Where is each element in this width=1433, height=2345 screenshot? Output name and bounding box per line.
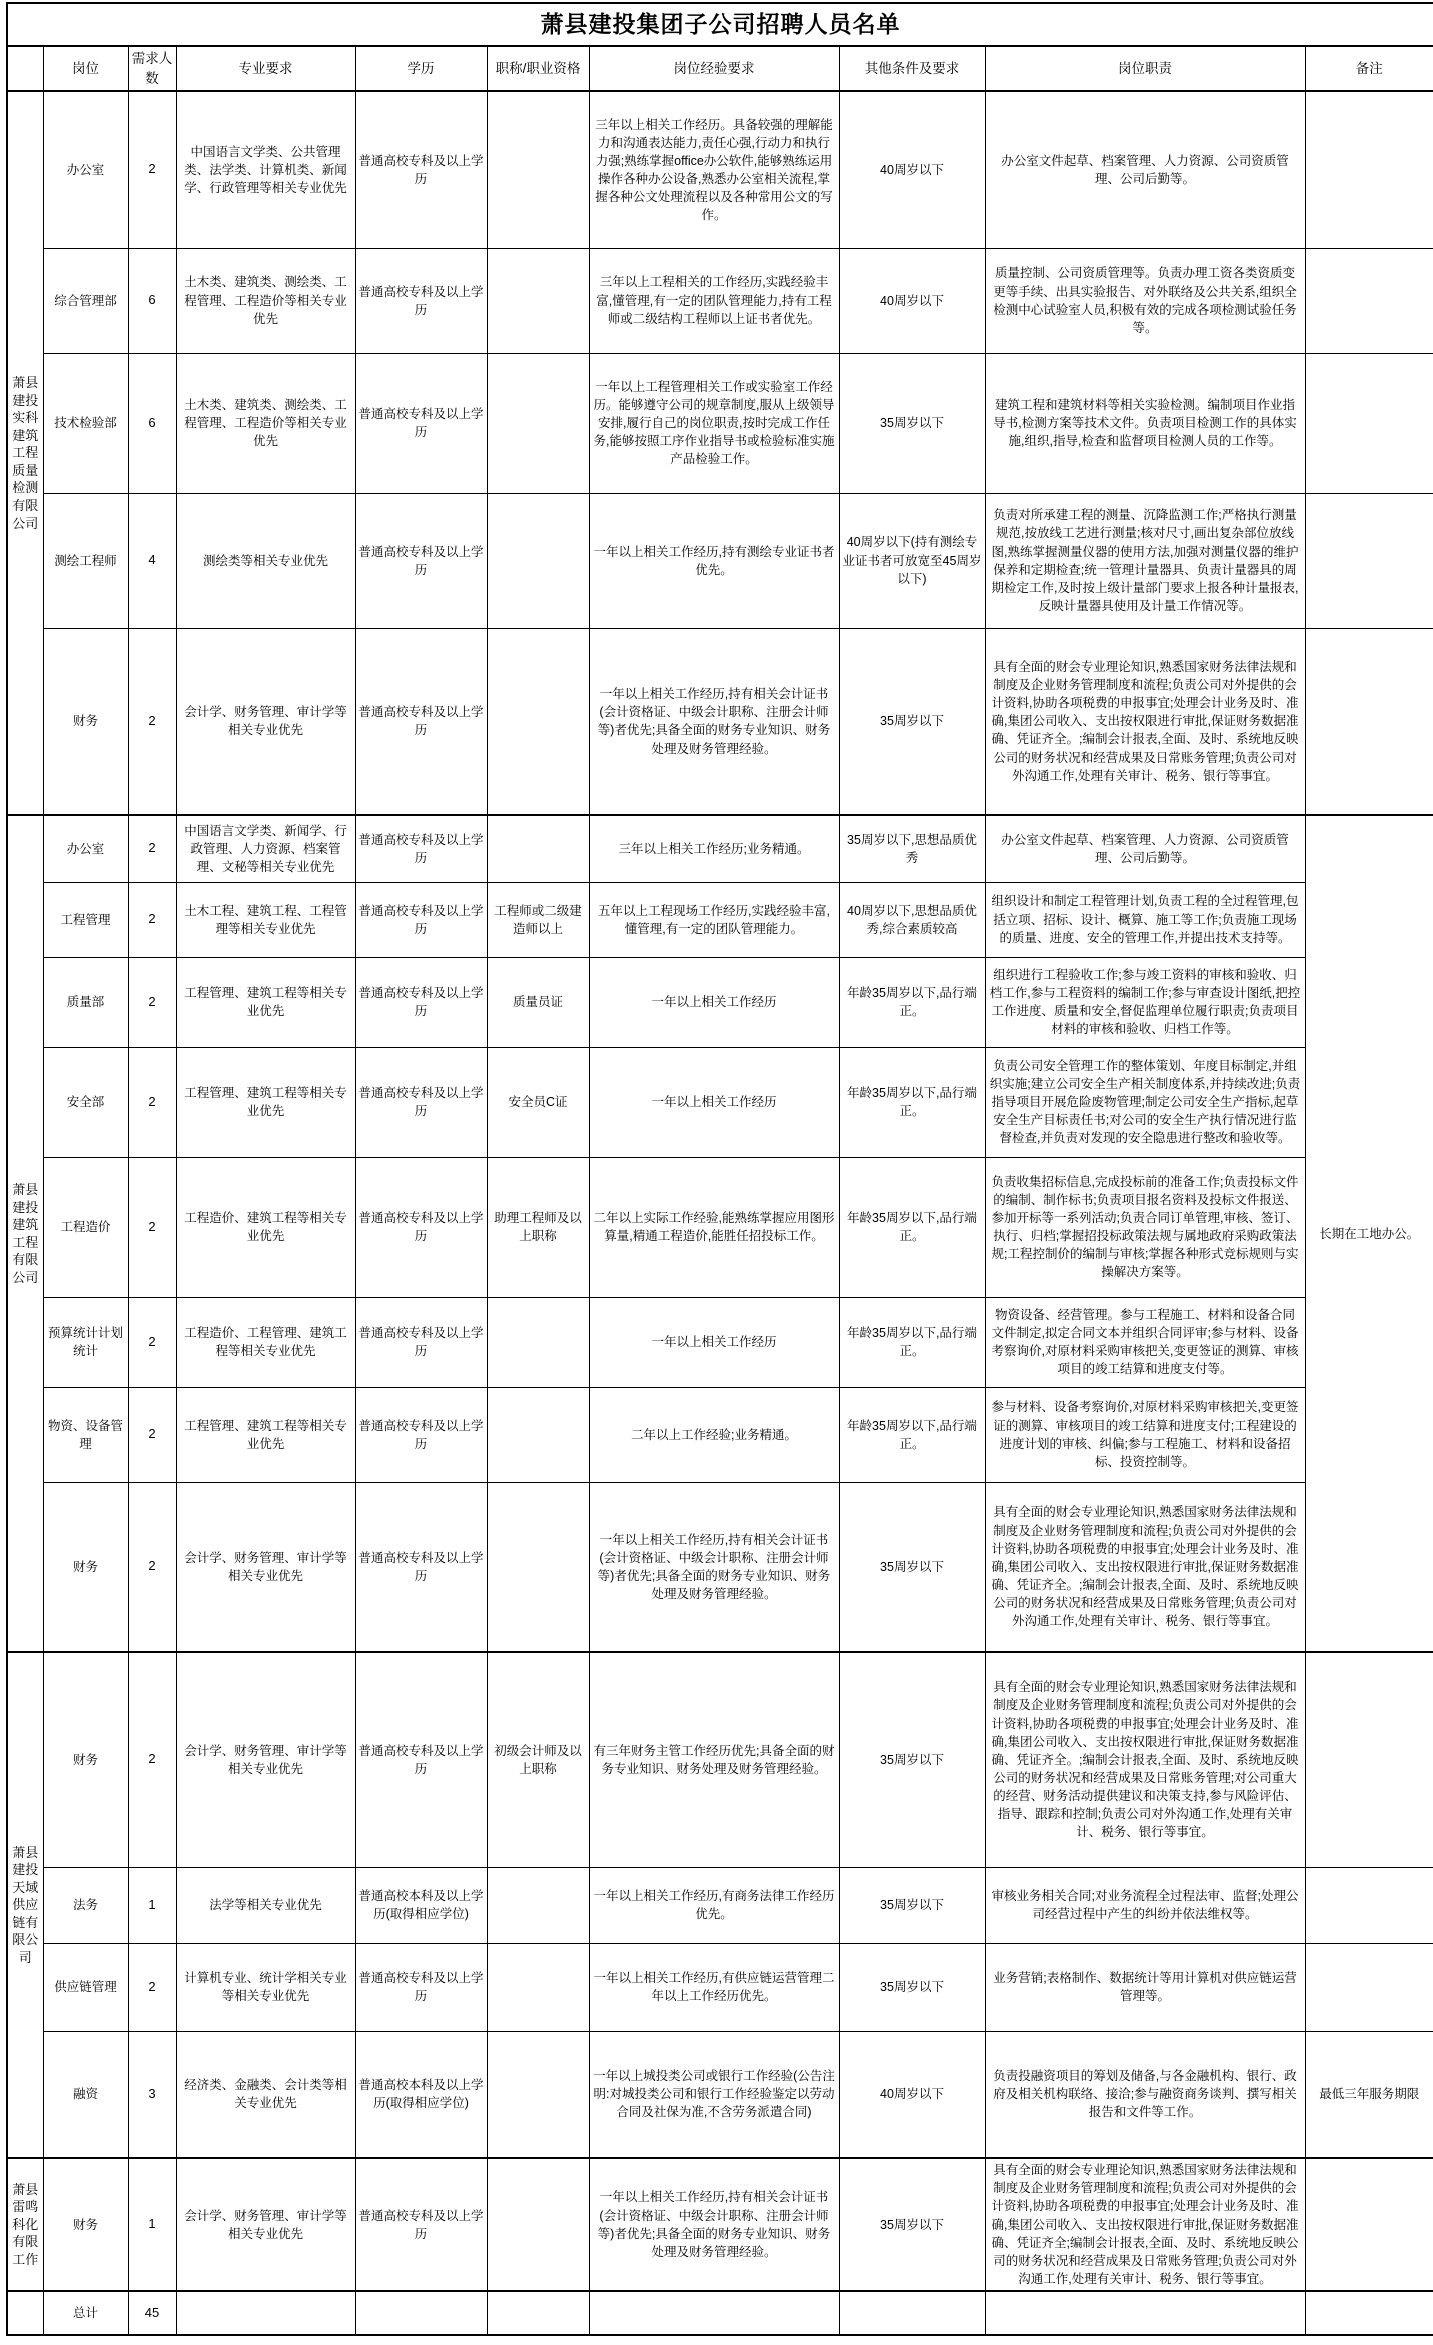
education-cell: 普通高校专科及以上学历 [355, 1047, 487, 1157]
remark-cell [1305, 1652, 1433, 1867]
cert-cell: 工程师或二级建造师以上 [487, 882, 589, 957]
experience-cell: 二年以上工作经验;业务精通。 [589, 1387, 839, 1482]
cert-cell [487, 1867, 589, 1943]
duties-cell: 办公室文件起草、档案管理、人力资源、公司资质管理、公司后勤等。 [985, 91, 1305, 248]
cert-cell [487, 2158, 589, 2291]
education-cell: 普通高校专科及以上学历 [355, 815, 487, 882]
remark-cell [1305, 493, 1433, 628]
empty-cell [589, 2291, 839, 2335]
major-cell: 中国语言文学类、新闻学、行政管理、人力资源、档案管理、文秘等相关专业优先 [176, 815, 355, 882]
remark-cell [1305, 628, 1433, 815]
count-cell: 2 [128, 957, 176, 1047]
remark-cell [1305, 1943, 1433, 2031]
count-cell: 3 [128, 2031, 176, 2158]
header-major: 专业要求 [176, 46, 355, 91]
total-company-cell [7, 2291, 43, 2335]
count-cell: 2 [128, 1652, 176, 1867]
position-cell: 质量部 [43, 957, 128, 1047]
table-row [7, 353, 1433, 493]
other-cell: 35周岁以下 [839, 628, 985, 815]
header-position: 岗位 [43, 46, 128, 91]
major-cell: 工程管理、建筑工程等相关专业优先 [176, 957, 355, 1047]
education-cell: 普通高校专科及以上学历 [355, 957, 487, 1047]
experience-cell: 一年以上相关工作经历,持有相关会计证书(会计资格证、中级会计职称、注册会计师等)者优先;具备全面的财务专业知识、财务处理及财务管理经验。 [589, 1482, 839, 1652]
count-cell: 1 [128, 1867, 176, 1943]
position-cell: 技术检验部 [43, 353, 128, 493]
education-cell: 普通高校专科及以上学历 [355, 248, 487, 353]
major-cell: 法学等相关专业优先 [176, 1867, 355, 1943]
major-cell: 工程管理、建筑工程等相关专业优先 [176, 1047, 355, 1157]
header-company [7, 46, 43, 91]
experience-cell: 有三年财务主管工作经历优先;具备全面的财务专业知识、财务处理及财务管理经验。 [589, 1652, 839, 1867]
cert-cell [487, 628, 589, 815]
education-cell: 普通高校专科及以上学历 [355, 1387, 487, 1482]
experience-cell: 一年以上相关工作经历,有供应链运营管理二年以上工作经历优先。 [589, 1943, 839, 2031]
position-cell: 财务 [43, 1482, 128, 1652]
count-cell: 4 [128, 493, 176, 628]
table-row [7, 1867, 1433, 1943]
major-cell: 会计学、财务管理、审计学等相关专业优先 [176, 2158, 355, 2291]
table-row [7, 2158, 1433, 2291]
other-cell: 35周岁以下 [839, 1943, 985, 2031]
table-row [7, 1652, 1433, 1867]
total-value: 45 [128, 2291, 176, 2335]
table-row [7, 1157, 1433, 1297]
cert-cell: 安全员C证 [487, 1047, 589, 1157]
education-cell: 普通高校专科及以上学历 [355, 353, 487, 493]
duties-cell: 具有全面的财会专业理论知识,熟悉国家财务法律法规和制度及企业财务管理制度和流程;负责公司对外提供的会计资料,协助各项税费的申报事宜;处理会计业务及时、准确,集团公司收入、支出按权限进行审批,保证财务数据准确、凭证齐全。;编制会计报表,全面、及时、系统地反映公司的财务状况和经营成果及日常账务管理;负责公司对外沟通工作,处理有关审计、税务、银行等事宜。 [985, 628, 1305, 815]
position-cell: 财务 [43, 1652, 128, 1867]
table-row [7, 1387, 1433, 1482]
position-cell: 办公室 [43, 815, 128, 882]
position-cell: 工程管理 [43, 882, 128, 957]
duties-cell: 参与材料、设备考察询价,对原材料采购审核把关,变更签证的测算、审核项目的竣工结算和进度支付;工程建设的进度计划的审核、纠偏;参与工程施工、材料和设备招标、投资控制等。 [985, 1387, 1305, 1482]
count-cell: 2 [128, 1482, 176, 1652]
education-cell: 普通高校专科及以上学历 [355, 1943, 487, 2031]
recruitment-table [6, 2, 1433, 2336]
duties-cell: 质量控制、公司资质管理等。负责办理工资各类资质变更等手续、出具实验报告、对外联络及公共关系,组织全检测中心试验室人员,积极有效的完成各项检测试验任务等。 [985, 248, 1305, 353]
other-cell: 35周岁以下 [839, 1652, 985, 1867]
major-cell: 会计学、财务管理、审计学等相关专业优先 [176, 628, 355, 815]
count-cell: 2 [128, 815, 176, 882]
major-cell: 会计学、财务管理、审计学等相关专业优先 [176, 1652, 355, 1867]
count-cell: 2 [128, 1297, 176, 1387]
other-cell: 35周岁以下 [839, 1867, 985, 1943]
major-cell: 土木类、建筑类、测绘类、工程管理、工程造价等相关专业优先 [176, 353, 355, 493]
duties-cell: 负责公司安全管理工作的整体策划、年度目标制定,并组织实施;建立公司安全生产相关制度体系,并持续改进;负责指导项目开展危险废物管理;制定公司安全生产指标,起草安全生产目标责任书;对公司的安全生产执行情况进行监督检查,并负责对发现的安全隐患进行整改和验收等。 [985, 1047, 1305, 1157]
experience-cell: 一年以上相关工作经历 [589, 1297, 839, 1387]
empty-cell [355, 2291, 487, 2335]
major-cell: 计算机专业、统计学相关专业等相关专业优先 [176, 1943, 355, 2031]
header-remark: 备注 [1305, 46, 1433, 91]
company-name: 萧县建投实科建筑工程质量检测有限公司 [7, 91, 43, 815]
experience-cell: 一年以上相关工作经历 [589, 957, 839, 1047]
remark-cell [1305, 248, 1433, 353]
table-row [7, 1047, 1433, 1157]
position-cell: 测绘工程师 [43, 493, 128, 628]
experience-cell: 一年以上相关工作经历 [589, 1047, 839, 1157]
remark-cell: 长期在工地办公。 [1305, 815, 1433, 1652]
experience-cell: 一年以上相关工作经历,持有相关会计证书(会计资格证、中级会计职称、注册会计师等)者优先;具备全面的财务专业知识、财务处理及财务管理经验。 [589, 628, 839, 815]
major-cell: 土木类、建筑类、测绘类、工程管理、工程造价等相关专业优先 [176, 248, 355, 353]
position-cell: 融资 [43, 2031, 128, 2158]
duties-cell: 负责对所承建工程的测量、沉降监测工作;严格执行测量规范,按放线工艺进行测量;核对尺寸,画出复杂部位放线图,熟练掌握测量仪器的使用方法,加强对测量仪器的维护保养和定期检查;统一管理计量器具、负责计量器具的周期检定工作,及时按上级计量部门要求上报各种计量报表,反映计量器具使用及计量工作情况等。 [985, 493, 1305, 628]
other-cell: 40周岁以下(持有测绘专业证书者可放宽至45周岁以下) [839, 493, 985, 628]
count-cell: 2 [128, 1387, 176, 1482]
cert-cell [487, 1482, 589, 1652]
cert-cell [487, 2031, 589, 2158]
position-cell: 物资、设备管理 [43, 1387, 128, 1482]
other-cell: 年龄35周岁以下,品行端正。 [839, 1387, 985, 1482]
table-row [7, 1482, 1433, 1652]
remark-cell [1305, 353, 1433, 493]
duties-cell: 组织设计和制定工程管理计划,负责工程的全过程管理,包括立项、招标、设计、概算、施工等工作;负责施工现场的质量、进度、安全的管理工作,并提出技术支持等。 [985, 882, 1305, 957]
education-cell: 普通高校专科及以上学历 [355, 91, 487, 248]
table-row [7, 882, 1433, 957]
empty-cell [985, 2291, 1305, 2335]
table-row [7, 957, 1433, 1047]
other-cell: 35周岁以下 [839, 2158, 985, 2291]
other-cell: 35周岁以下,思想品质优秀 [839, 815, 985, 882]
cert-cell: 初级会计师及以上职称 [487, 1652, 589, 1867]
experience-cell: 一年以上工程管理相关工作或实验室工作经历。能够遵守公司的规章制度,服从上级领导安排,履行自己的岗位职责,按时完成工作任务,能够按照工序作业指导书或检验标准实施产品检验工作。 [589, 353, 839, 493]
cert-cell [487, 1943, 589, 2031]
duties-cell: 业务营销;表格制作、数据统计等用计算机对供应链运营管理等。 [985, 1943, 1305, 2031]
other-cell: 年龄35周岁以下,品行端正。 [839, 1047, 985, 1157]
count-cell: 2 [128, 882, 176, 957]
header-count: 需求人数 [128, 46, 176, 91]
experience-cell: 三年以上工程相关的工作经历,实践经验丰富,懂管理,有一定的团队管理能力,持有工程师或二级结构工程师以上证书者优先。 [589, 248, 839, 353]
duties-cell: 办公室文件起草、档案管理、人力资源、公司资质管理、公司后勤等。 [985, 815, 1305, 882]
table-row [7, 91, 1433, 248]
other-cell: 35周岁以下 [839, 1482, 985, 1652]
position-cell: 综合管理部 [43, 248, 128, 353]
education-cell: 普通高校本科及以上学历(取得相应学位) [355, 2031, 487, 2158]
experience-cell: 三年以上相关工作经历;业务精通。 [589, 815, 839, 882]
total-label: 总计 [43, 2291, 128, 2335]
position-cell: 办公室 [43, 91, 128, 248]
education-cell: 普通高校专科及以上学历 [355, 1482, 487, 1652]
header-duties: 岗位职责 [985, 46, 1305, 91]
empty-cell [1305, 2291, 1433, 2335]
education-cell: 普通高校专科及以上学历 [355, 882, 487, 957]
major-cell: 经济类、金融类、会计类等相关专业优先 [176, 2031, 355, 2158]
table-row [7, 2031, 1433, 2158]
duties-cell: 物资设备、经营管理。参与工程施工、材料和设备合同文件制定,拟定合同文本并组织合同评审;参与材料、设备考察询价,对原材料采购审核把关,变更签证的测算、审核项目的竣工结算和进度支付等。 [985, 1297, 1305, 1387]
duties-cell: 建筑工程和建筑材料等相关实验检测。编制项目作业指导书,检测方案等技术文件。负责项目检测工作的具体实施,组织,指导,检查和监督项目检测人员的工作等。 [985, 353, 1305, 493]
education-cell: 普通高校专科及以上学历 [355, 1157, 487, 1297]
cert-cell [487, 493, 589, 628]
count-cell: 1 [128, 2158, 176, 2291]
experience-cell: 一年以上相关工作经历,持有相关会计证书(会计资格证、中级会计职称、注册会计师等)者优先;具备全面的财务专业知识、财务处理及财务管理经验。 [589, 2158, 839, 2291]
duties-cell: 负责投融资项目的筹划及储备,与各金融机构、银行、政府及相关机构联络、接洽;参与融资商务谈判、撰写相关报告和文件等工作。 [985, 2031, 1305, 2158]
company-name: 萧县雷鸣科化有限工作 [7, 2158, 43, 2291]
count-cell: 2 [128, 91, 176, 248]
company-name: 萧县建投天域供应链有限公司 [7, 1652, 43, 2158]
experience-cell: 一年以上相关工作经历,持有测绘专业证书者优先。 [589, 493, 839, 628]
duties-cell: 具有全面的财会专业理论知识,熟悉国家财务法律法规和制度及企业财务管理制度和流程;负责公司对外提供的会计资料,协助各项税费的申报事宜;处理会计业务及时、准确,集团公司收入、支出按权限进行审批,保证财务数据准确、凭证齐全;编制会计报表,全面、及时、系统地反映公司的财务状况和经营成果及日常账务管理;负责公司对外沟通工作,处理有关审计、税务、银行等事宜。 [985, 2158, 1305, 2291]
experience-cell: 一年以上城投类公司或银行工作经验(公告注明:对城投类公司和银行工作经验鉴定以劳动合同及社保为准,不含劳务派遣合同) [589, 2031, 839, 2158]
position-cell: 财务 [43, 628, 128, 815]
duties-cell: 负责收集招标信息,完成投标前的准备工作;负责投标文件的编制、制作标书;负责项目报名资料及投标文件报送、参加开标等一系列活动;负责合同订单管理,审核、签订、执行、归档;掌握招投标政策法规与属地政府采购政策法规;工程控制价的编制与审核;掌握各种形式竞标规则与实操解决方案等。 [985, 1157, 1305, 1297]
position-cell: 安全部 [43, 1047, 128, 1157]
header-experience: 岗位经验要求 [589, 46, 839, 91]
major-cell: 工程管理、建筑工程等相关专业优先 [176, 1387, 355, 1482]
position-cell: 工程造价 [43, 1157, 128, 1297]
table-row [7, 628, 1433, 815]
major-cell: 测绘类等相关专业优先 [176, 493, 355, 628]
education-cell: 普通高校专科及以上学历 [355, 2158, 487, 2291]
education-cell: 普通高校专科及以上学历 [355, 1652, 487, 1867]
duties-cell: 组织进行工程验收工作;参与竣工资料的审核和验收、归档工作,参与工程资料的编制工作;参与审查设计图纸,把控工作进度、质量和安全,督促监理单位履行职责;负责项目材料的审核和验收、归档工作等。 [985, 957, 1305, 1047]
page-title: 萧县建投集团子公司招聘人员名单 [7, 3, 1433, 46]
cert-cell [487, 353, 589, 493]
major-cell: 工程造价、建筑工程等相关专业优先 [176, 1157, 355, 1297]
header-cert: 职称/职业资格 [487, 46, 589, 91]
major-cell: 会计学、财务管理、审计学等相关专业优先 [176, 1482, 355, 1652]
other-cell: 40周岁以下 [839, 2031, 985, 2158]
education-cell: 普通高校本科及以上学历(取得相应学位) [355, 1867, 487, 1943]
other-cell: 年龄35周岁以下,品行端正。 [839, 957, 985, 1047]
duties-cell: 审核业务相关合同;对业务流程全过程法审、监督;处理公司经营过程中产生的纠纷并依法维权等。 [985, 1867, 1305, 1943]
count-cell: 6 [128, 353, 176, 493]
cert-cell [487, 1387, 589, 1482]
education-cell: 普通高校专科及以上学历 [355, 628, 487, 815]
other-cell: 年龄35周岁以下,品行端正。 [839, 1157, 985, 1297]
position-cell: 法务 [43, 1867, 128, 1943]
table-row [7, 493, 1433, 628]
cert-cell [487, 248, 589, 353]
company-name: 萧县建投建筑工程有限公司 [7, 815, 43, 1652]
total-row [7, 2291, 1433, 2335]
other-cell: 40周岁以下,思想品质优秀,综合素质较高 [839, 882, 985, 957]
empty-cell [176, 2291, 355, 2335]
cert-cell [487, 1297, 589, 1387]
header-education: 学历 [355, 46, 487, 91]
position-cell: 财务 [43, 2158, 128, 2291]
experience-cell: 一年以上相关工作经历,有商务法律工作经历优先。 [589, 1867, 839, 1943]
cert-cell [487, 91, 589, 248]
empty-cell [487, 2291, 589, 2335]
remark-cell [1305, 2158, 1433, 2291]
cert-cell: 质量员证 [487, 957, 589, 1047]
table-row [7, 1297, 1433, 1387]
major-cell: 工程造价、工程管理、建筑工程等相关专业优先 [176, 1297, 355, 1387]
table-row [7, 1943, 1433, 2031]
major-cell: 中国语言文学类、公共管理类、法学类、计算机类、新闻学、行政管理等相关专业优先 [176, 91, 355, 248]
cert-cell: 助理工程师及以上职称 [487, 1157, 589, 1297]
position-cell: 预算统计计划统计 [43, 1297, 128, 1387]
experience-cell: 五年以上工程现场工作经历,实践经验丰富,懂管理,有一定的团队管理能力。 [589, 882, 839, 957]
table-row [7, 815, 1433, 882]
empty-cell [839, 2291, 985, 2335]
header-other: 其他条件及要求 [839, 46, 985, 91]
remark-cell [1305, 1867, 1433, 1943]
major-cell: 土木工程、建筑工程、工程管理等相关专业优先 [176, 882, 355, 957]
other-cell: 年龄35周岁以下,品行端正。 [839, 1297, 985, 1387]
table-row [7, 248, 1433, 353]
education-cell: 普通高校专科及以上学历 [355, 1297, 487, 1387]
cert-cell [487, 815, 589, 882]
education-cell: 普通高校专科及以上学历 [355, 493, 487, 628]
count-cell: 2 [128, 1943, 176, 2031]
position-cell: 供应链管理 [43, 1943, 128, 2031]
other-cell: 40周岁以下 [839, 91, 985, 248]
count-cell: 2 [128, 628, 176, 815]
experience-cell: 二年以上实际工作经验,能熟练掌握应用图形算量,精通工程造价,能胜任招投标工作。 [589, 1157, 839, 1297]
other-cell: 35周岁以下 [839, 353, 985, 493]
duties-cell: 具有全面的财会专业理论知识,熟悉国家财务法律法规和制度及企业财务管理制度和流程;负责公司对外提供的会计资料,协助各项税费的申报事宜;处理会计业务及时、准确,集团公司收入、支出按权限进行审批,保证财务数据准确、凭证齐全。;编制会计报表,全面、及时、系统地反映公司的财务状况和经营成果及日常账务管理;对公司重大的经营、财务活动提供建议和决策支持,参与风险评估、指导、跟踪和控制;负责公司对外沟通工作,处理有关审计、税务、银行等事宜。 [985, 1652, 1305, 1867]
count-cell: 2 [128, 1047, 176, 1157]
remark-cell: 最低三年服务期限 [1305, 2031, 1433, 2158]
remark-cell [1305, 91, 1433, 248]
count-cell: 2 [128, 1157, 176, 1297]
other-cell: 40周岁以下 [839, 248, 985, 353]
experience-cell: 三年以上相关工作经历。具备较强的理解能力和沟通表达能力,责任心强,行动力和执行力强;熟练掌握office办公软件,能够熟练运用操作各种办公设备,熟悉办公室相关流程,掌握各种公文处理流程以及各种常用公文的写作。 [589, 91, 839, 248]
duties-cell: 具有全面的财会专业理论知识,熟悉国家财务法律法规和制度及企业财务管理制度和流程;负责公司对外提供的会计资料,协助各项税费的申报事宜;处理会计业务及时、准确,集团公司收入、支出按权限进行审批,保证财务数据准确、凭证齐全。;编制会计报表,全面、及时、系统地反映公司的财务状况和经营成果及日常账务管理;负责公司对外沟通工作,处理有关审计、税务、银行等事宜。 [985, 1482, 1305, 1652]
count-cell: 6 [128, 248, 176, 353]
